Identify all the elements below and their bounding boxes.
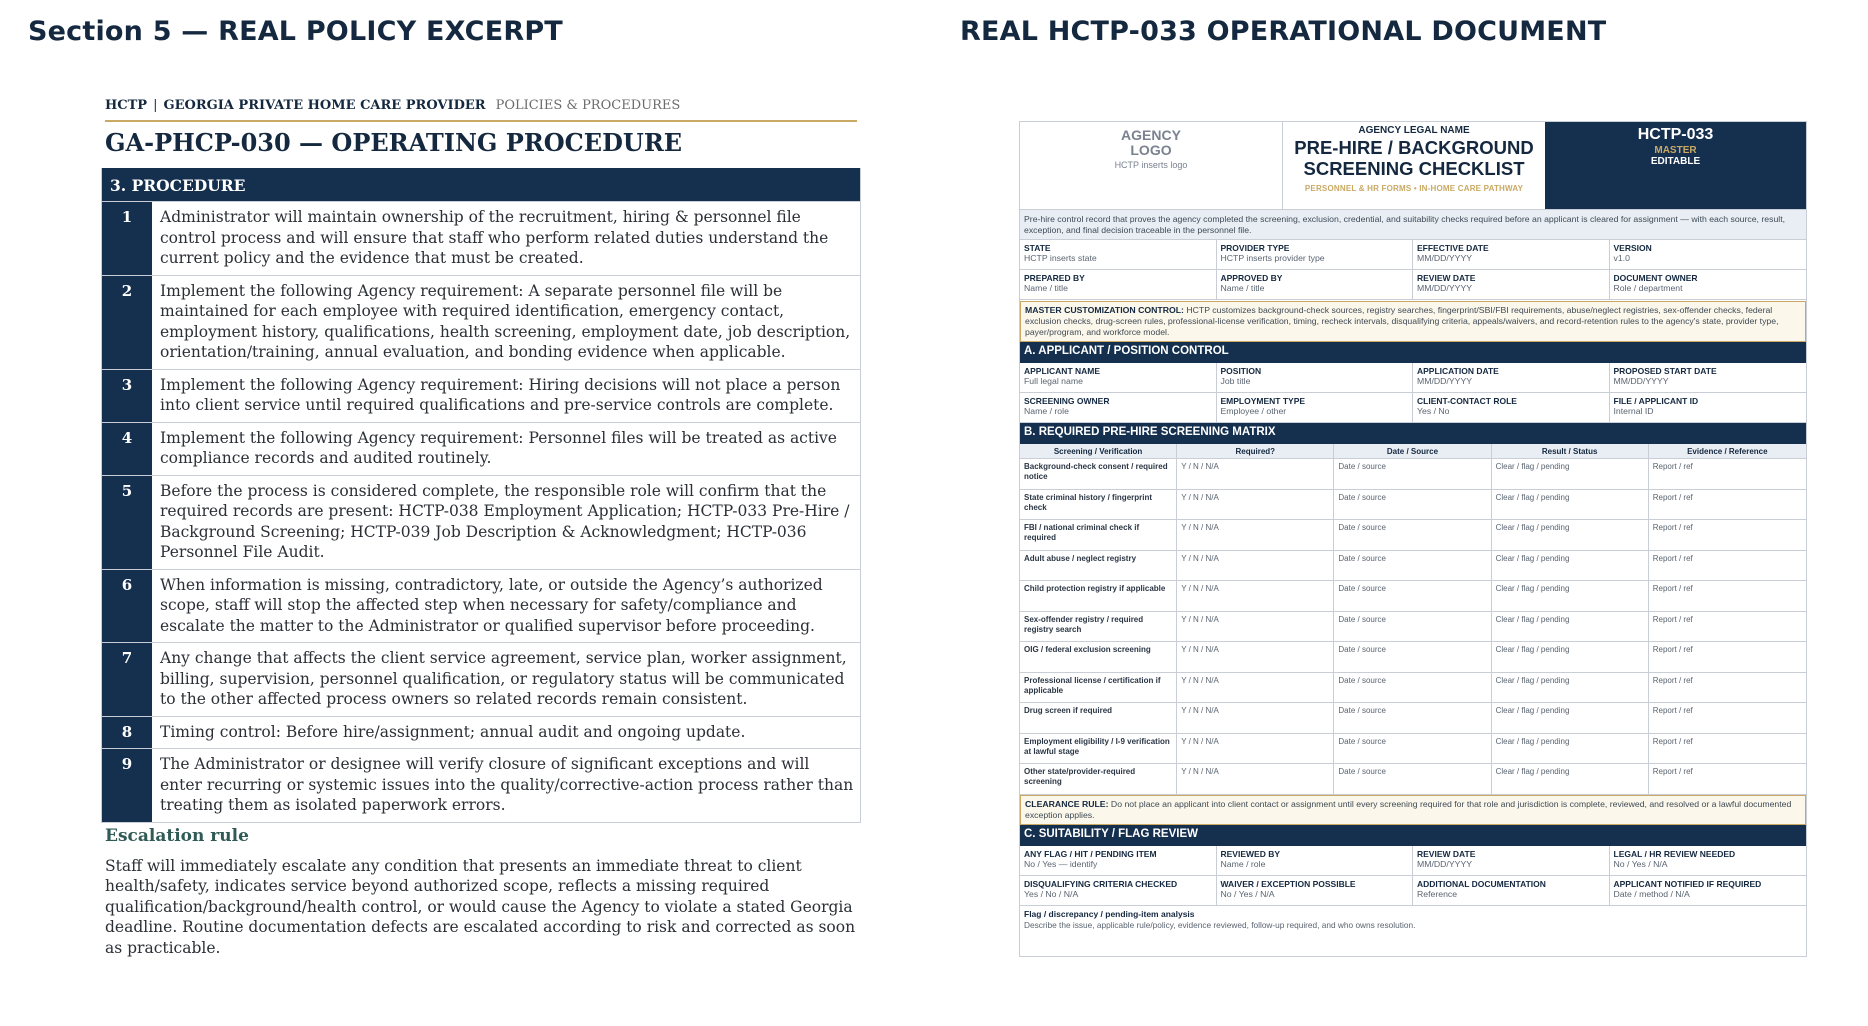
matrix-row bbox=[1020, 673, 1806, 704]
procedure-step-row bbox=[102, 201, 860, 275]
procedure-step-number: 1 bbox=[102, 202, 152, 275]
suitability-review-grid bbox=[1020, 846, 1806, 906]
matrix-screening-name: OIG / federal exclusion screening bbox=[1020, 642, 1177, 672]
form-field-label: DISQUALIFYING CRITERIA CHECKED bbox=[1024, 878, 1178, 889]
escalation-rule-title: Escalation rule bbox=[105, 825, 249, 846]
form-field-value: Internal ID bbox=[1613, 406, 1654, 416]
matrix-date-cell[interactable]: Date / source bbox=[1334, 703, 1491, 733]
matrix-required-cell[interactable]: Y / N / N/A bbox=[1177, 612, 1334, 642]
form-field-label: APPLICANT NAME bbox=[1024, 366, 1101, 376]
form-field[interactable] bbox=[1413, 240, 1610, 269]
form-field-value: Date / method / N/A bbox=[1613, 888, 1690, 899]
matrix-required-cell[interactable]: Y / N / N/A bbox=[1177, 490, 1334, 520]
form-field-label: REVIEW DATE bbox=[1417, 848, 1476, 859]
section-a-heading: A. APPLICANT / POSITION CONTROL bbox=[1020, 342, 1806, 363]
form-field-row bbox=[1020, 393, 1806, 423]
procedure-step-row bbox=[102, 716, 860, 749]
form-field-label: LEGAL / HR REVIEW NEEDED bbox=[1613, 848, 1736, 859]
form-field-value: MM/DD/YYYY bbox=[1613, 376, 1669, 386]
matrix-evidence-cell[interactable]: Report / ref bbox=[1652, 614, 1693, 624]
form-field-label: DOCUMENT OWNER bbox=[1613, 273, 1698, 283]
form-field-row bbox=[1020, 846, 1806, 876]
form-title: PRE-HIRE / BACKGROUND SCREENING CHECKLIST bbox=[1294, 137, 1534, 179]
matrix-result-cell[interactable]: Clear / flag / pending bbox=[1492, 551, 1649, 581]
form-field-value: Name / title bbox=[1024, 283, 1068, 293]
matrix-column-header: Date / Source bbox=[1334, 444, 1491, 458]
form-field-value: Yes / No bbox=[1417, 406, 1450, 416]
form-field[interactable] bbox=[1217, 270, 1414, 299]
procedure-step-number: 9 bbox=[102, 749, 152, 822]
matrix-screening-name: Other state/provider-required screening bbox=[1020, 764, 1177, 794]
form-field-value: HCTP inserts provider type bbox=[1220, 253, 1325, 263]
form-field-row bbox=[1020, 876, 1806, 906]
procedure-step-text: The Administrator or designee will verify closure of significant exceptions and will enter recurring or systemic issues into the quality/corrective-action process rather than treating them as isolated paperwork errors. bbox=[160, 755, 854, 814]
matrix-evidence-cell[interactable]: Report / ref bbox=[1652, 736, 1693, 746]
matrix-result-cell[interactable]: Clear / flag / pending bbox=[1492, 612, 1649, 642]
matrix-screening-name: FBI / national criminal check if required bbox=[1020, 520, 1177, 550]
procedure-step-number: 5 bbox=[102, 476, 152, 569]
form-field[interactable] bbox=[1020, 393, 1217, 422]
screening-matrix-header bbox=[1020, 444, 1806, 459]
flag-analysis-placeholder: Describe the issue, applicable rule/policy, evidence reviewed, follow-up required, and who owns resolution. bbox=[1024, 919, 1416, 930]
policy-excerpt bbox=[101, 98, 861, 958]
agency-logo-placeholder bbox=[1020, 122, 1283, 209]
matrix-result-cell[interactable]: Clear / flag / pending bbox=[1492, 673, 1649, 703]
flag-analysis-label: Flag / discrepancy / pending-item analysis bbox=[1024, 908, 1195, 919]
policy-header-separator: | bbox=[153, 98, 158, 113]
master-control-text: HCTP customizes background-check sources, registry searches, fingerprint/SBI/FBI requirements, abuse/neglect registries, sex-offender checks, federal exclusion checks, drug-screen rules, professional-license verification, timing, recheck intervals, disqualifying criteria, appeals/waivers, and record-retention rules to the agency's state, provider type, payer/program, and workforce model. bbox=[1025, 305, 1779, 337]
logo-line-2: LOGO bbox=[1130, 142, 1172, 158]
escalation-rule-text: Staff will immediately escalate any condition that presents an immediate threat to client health/safety, indicates service beyond authorized scope, reflects a missing required qualification/background/health control, or would cause the Agency to violate a stated Georgia deadline. Routine documentation defects are escalated according to risk and corrected as soon as practicable. bbox=[105, 856, 856, 957]
form-field-value: MM/DD/YYYY bbox=[1417, 283, 1473, 293]
form-field[interactable] bbox=[1610, 270, 1807, 299]
matrix-result-cell[interactable]: Clear / flag / pending bbox=[1492, 734, 1649, 764]
form-field[interactable] bbox=[1217, 846, 1414, 875]
form-code: HCTP-033 bbox=[1637, 126, 1714, 143]
form-field[interactable] bbox=[1020, 846, 1217, 875]
matrix-evidence-cell[interactable]: Report / ref bbox=[1652, 462, 1693, 471]
matrix-column-header: Required? bbox=[1177, 444, 1334, 458]
policy-brand: HCTP bbox=[105, 98, 148, 113]
matrix-screening-name: Child protection registry if applicable bbox=[1020, 581, 1177, 611]
form-field[interactable] bbox=[1413, 393, 1610, 422]
matrix-row bbox=[1020, 612, 1806, 643]
policy-header bbox=[101, 98, 861, 120]
matrix-evidence-cell[interactable]: Report / ref bbox=[1652, 553, 1693, 563]
form-field[interactable] bbox=[1020, 270, 1217, 299]
section-c-heading: C. SUITABILITY / FLAG REVIEW bbox=[1020, 825, 1806, 846]
form-field-label: APPLICANT NOTIFIED IF REQUIRED bbox=[1613, 878, 1762, 889]
procedure-step-text: Implement the following Agency requirement: Personnel files will be treated as active compliance records and audited routinely. bbox=[160, 428, 837, 467]
procedure-step-number: 7 bbox=[102, 643, 152, 716]
procedure-step-number: 3 bbox=[102, 370, 152, 422]
procedure-step-number: 8 bbox=[102, 717, 152, 749]
matrix-column-header: Screening / Verification bbox=[1020, 444, 1177, 458]
form-field[interactable] bbox=[1217, 393, 1414, 422]
editable-label: EDITABLE bbox=[1650, 156, 1701, 167]
procedure-steps bbox=[102, 201, 860, 822]
section-title-document: REAL HCTP-033 OPERATIONAL DOCUMENT bbox=[960, 16, 1607, 47]
section-b-heading: B. REQUIRED PRE-HIRE SCREENING MATRIX bbox=[1020, 423, 1806, 444]
form-field-label: SCREENING OWNER bbox=[1024, 396, 1110, 406]
matrix-screening-name: Drug screen if required bbox=[1020, 703, 1177, 733]
logo-note: HCTP inserts logo bbox=[1114, 160, 1188, 170]
section-title-policy: Section 5 — REAL POLICY EXCERPT bbox=[28, 16, 563, 47]
form-field-label: VERSION bbox=[1613, 243, 1652, 253]
matrix-screening-name: Professional license / certification if applicable bbox=[1020, 673, 1177, 703]
form-field-value: Full legal name bbox=[1024, 376, 1083, 386]
form-field[interactable] bbox=[1217, 876, 1414, 905]
matrix-date-cell[interactable]: Date / source bbox=[1334, 581, 1491, 611]
procedure-step-text: When information is missing, contradictory, late, or outside the Agency’s authorized scope, staff will stop the affected step when necessary for safety/compliance and escalate the matter to the Administrator or qualified supervisor before proceeding. bbox=[160, 575, 823, 635]
matrix-row bbox=[1020, 764, 1806, 795]
matrix-result-cell[interactable]: Clear / flag / pending bbox=[1492, 642, 1649, 672]
matrix-row bbox=[1020, 459, 1806, 490]
form-field[interactable] bbox=[1020, 876, 1217, 905]
matrix-required-cell[interactable]: Y / N / N/A bbox=[1177, 764, 1334, 794]
matrix-evidence-cell[interactable]: Report / ref bbox=[1652, 675, 1693, 685]
matrix-date-cell[interactable]: Date / source bbox=[1334, 612, 1491, 642]
procedure-step-row bbox=[102, 748, 860, 822]
form-field-label: APPLICATION DATE bbox=[1417, 366, 1499, 376]
matrix-row bbox=[1020, 642, 1806, 673]
form-field-value: Name / role bbox=[1220, 858, 1266, 869]
form-field[interactable] bbox=[1020, 240, 1217, 269]
form-purpose: Pre-hire control record that proves the agency completed the screening, exclusion, credential, and suitability checks required before an applicant is cleared for assignment — with each source, result, exception, and final decision traceable in the personnel file. bbox=[1020, 210, 1806, 240]
matrix-evidence-cell[interactable]: Report / ref bbox=[1652, 645, 1693, 654]
form-field[interactable] bbox=[1413, 846, 1610, 875]
matrix-screening-name: Employment eligibility / I-9 verification at lawful stage bbox=[1020, 734, 1177, 764]
form-field-row bbox=[1020, 363, 1806, 393]
matrix-row bbox=[1020, 520, 1806, 551]
form-field-value: Employee / other bbox=[1220, 406, 1287, 416]
matrix-date-cell[interactable]: Date / source bbox=[1334, 734, 1491, 764]
procedure-step-text: Before the process is considered complete, the responsible role will confirm that the required records are present: HCTP-038 Employment Application; HCTP-033 Pre-Hire / Background Screening; HCTP-039 Job Description & Acknowledgment; HCTP-036 Personnel File Audit. bbox=[160, 481, 850, 561]
policy-title: GA-PHCP-030 — OPERATING PROCEDURE bbox=[105, 128, 683, 157]
matrix-result-cell[interactable]: Clear / flag / pending bbox=[1492, 764, 1649, 794]
form-field-value: MM/DD/YYYY bbox=[1417, 253, 1473, 263]
form-field-label: PROPOSED START DATE bbox=[1613, 366, 1717, 376]
form-field-label: POSITION bbox=[1220, 366, 1262, 376]
policy-header-rule bbox=[105, 120, 857, 122]
form-field-label: PREPARED BY bbox=[1024, 273, 1085, 283]
clearance-rule-label: CLEARANCE RULE: bbox=[1025, 798, 1109, 809]
form-field-value: Name / role bbox=[1024, 406, 1069, 416]
form-field-value: Reference bbox=[1417, 888, 1458, 899]
procedure-step-row bbox=[102, 642, 860, 716]
matrix-column-header: Result / Status bbox=[1492, 444, 1649, 458]
matrix-date-cell[interactable]: Date / source bbox=[1334, 642, 1491, 672]
matrix-result-cell[interactable]: Clear / flag / pending bbox=[1492, 490, 1649, 520]
matrix-result-cell[interactable]: Clear / flag / pending bbox=[1492, 459, 1649, 489]
matrix-required-cell[interactable]: Y / N / N/A bbox=[1177, 734, 1334, 764]
form-field-value: No / Yes — identify bbox=[1024, 858, 1098, 869]
matrix-result-cell[interactable]: Clear / flag / pending bbox=[1492, 520, 1649, 550]
matrix-required-cell[interactable]: Y / N / N/A bbox=[1177, 520, 1334, 550]
matrix-row bbox=[1020, 703, 1806, 734]
form-field-value: Role / department bbox=[1613, 283, 1683, 293]
matrix-row bbox=[1020, 551, 1806, 582]
matrix-result-cell[interactable]: Clear / flag / pending bbox=[1492, 581, 1649, 611]
matrix-required-cell[interactable]: Y / N / N/A bbox=[1177, 551, 1334, 581]
form-field[interactable] bbox=[1020, 363, 1217, 392]
form-field-label: ANY FLAG / HIT / PENDING ITEM bbox=[1024, 848, 1157, 859]
form-field-label: CLIENT-CONTACT ROLE bbox=[1417, 396, 1517, 406]
form-field-value: v1.0 bbox=[1613, 253, 1630, 263]
form-subtitle: PERSONNEL & HR FORMS • IN-HOME CARE PATHWAY bbox=[1304, 184, 1524, 193]
form-field-label: WAIVER / EXCEPTION POSSIBLE bbox=[1220, 878, 1356, 889]
form-field-label: STATE bbox=[1024, 243, 1051, 253]
flag-analysis-field[interactable] bbox=[1020, 906, 1806, 956]
form-field-label: APPROVED BY bbox=[1220, 273, 1283, 283]
agency-legal-name-label: AGENCY LEGAL NAME bbox=[1358, 125, 1470, 136]
matrix-required-cell[interactable]: Y / N / N/A bbox=[1177, 673, 1334, 703]
procedure-step-row bbox=[102, 275, 860, 369]
form-field-row bbox=[1020, 240, 1806, 270]
matrix-evidence-cell[interactable]: Report / ref bbox=[1652, 767, 1693, 776]
procedure-step-text: Any change that affects the client service agreement, service plan, worker assignment, billing, supervision, personnel qualification, or regulatory status will be communicated to the other affected process owners so related records remain consistent. bbox=[160, 649, 847, 708]
policy-category: POLICIES & PROCEDURES bbox=[495, 98, 681, 113]
matrix-date-cell[interactable]: Date / source bbox=[1334, 764, 1491, 794]
clearance-rule-text: Do not place an applicant into client contact or assignment until every screening required for that role and jurisdiction is complete, reviewed, and resolved or a lawful documented exception applies. bbox=[1025, 798, 1792, 820]
procedure-table-heading: 3. PROCEDURE bbox=[102, 168, 860, 201]
matrix-date-cell[interactable]: Date / source bbox=[1334, 551, 1491, 581]
form-field[interactable] bbox=[1413, 363, 1610, 392]
form-field-label: PROVIDER TYPE bbox=[1220, 243, 1290, 253]
matrix-date-cell[interactable]: Date / source bbox=[1334, 490, 1491, 520]
form-field-label: ADDITIONAL DOCUMENTATION bbox=[1417, 878, 1546, 889]
form-field[interactable] bbox=[1610, 240, 1807, 269]
procedure-step-number: 4 bbox=[102, 423, 152, 475]
form-field-label: EFFECTIVE DATE bbox=[1417, 243, 1489, 253]
screening-matrix bbox=[1020, 459, 1806, 795]
form-title-box bbox=[1283, 122, 1545, 209]
form-field[interactable] bbox=[1217, 240, 1414, 269]
form-field-value: No / Yes / N/A bbox=[1613, 858, 1668, 869]
form-field-value: Yes / No / N/A bbox=[1024, 888, 1079, 899]
document-control-grid bbox=[1020, 240, 1806, 300]
form-code-box bbox=[1545, 122, 1806, 209]
master-control-label: MASTER CUSTOMIZATION CONTROL: bbox=[1025, 305, 1184, 315]
matrix-column-header: Evidence / Reference bbox=[1687, 447, 1768, 456]
matrix-evidence-cell[interactable]: Report / ref bbox=[1652, 523, 1693, 532]
matrix-evidence-cell[interactable]: Report / ref bbox=[1652, 706, 1693, 715]
form-field[interactable] bbox=[1610, 363, 1807, 392]
form-field-row bbox=[1020, 270, 1806, 300]
procedure-step-row bbox=[102, 369, 860, 422]
form-field[interactable] bbox=[1610, 846, 1807, 875]
form-field-value: No / Yes / N/A bbox=[1220, 888, 1275, 899]
form-header bbox=[1020, 122, 1806, 210]
policy-org-name: GEORGIA PRIVATE HOME CARE PROVIDER bbox=[163, 98, 486, 113]
form-field[interactable] bbox=[1217, 363, 1414, 392]
matrix-screening-name: Sex-offender registry / required registry search bbox=[1020, 612, 1177, 642]
matrix-required-cell[interactable]: Y / N / N/A bbox=[1177, 459, 1334, 489]
form-field-value: MM/DD/YYYY bbox=[1417, 376, 1473, 386]
matrix-required-cell[interactable]: Y / N / N/A bbox=[1177, 703, 1334, 733]
form-field-label: REVIEW DATE bbox=[1417, 273, 1476, 283]
matrix-date-cell[interactable]: Date / source bbox=[1334, 673, 1491, 703]
matrix-evidence-cell[interactable]: Report / ref bbox=[1652, 492, 1693, 502]
procedure-step-text: Implement the following Agency requirement: Hiring decisions will not place a person into client service until required qualifications and pre-service controls are complete. bbox=[160, 375, 841, 414]
procedure-step-number: 6 bbox=[102, 570, 152, 643]
form-field-value: Name / title bbox=[1220, 283, 1265, 293]
form-field-value: MM/DD/YYYY bbox=[1417, 858, 1473, 869]
form-field[interactable] bbox=[1610, 393, 1807, 422]
procedure-table bbox=[101, 168, 861, 823]
matrix-screening-name: Background-check consent / required notice bbox=[1020, 459, 1177, 489]
matrix-row bbox=[1020, 734, 1806, 765]
matrix-result-cell[interactable]: Clear / flag / pending bbox=[1492, 703, 1649, 733]
form-field-label: REVIEWED BY bbox=[1220, 848, 1281, 859]
logo-line-1: AGENCY bbox=[1121, 127, 1181, 143]
form-field-value: HCTP inserts state bbox=[1024, 253, 1097, 263]
matrix-row bbox=[1020, 581, 1806, 612]
procedure-step-text: Administrator will maintain ownership of the recruitment, hiring & personnel file control process and will ensure that staff who perform related duties understand the current policy and the evidence that must be created. bbox=[160, 208, 829, 267]
hctp-033-form bbox=[1019, 121, 1807, 957]
matrix-screening-name: State criminal history / fingerprint check bbox=[1020, 490, 1177, 520]
matrix-date-cell[interactable]: Date / source bbox=[1334, 520, 1491, 550]
procedure-step-number: 2 bbox=[102, 276, 152, 369]
procedure-step-row bbox=[102, 569, 860, 643]
procedure-step-row bbox=[102, 475, 860, 569]
matrix-date-cell[interactable]: Date / source bbox=[1334, 459, 1491, 489]
matrix-required-cell[interactable]: Y / N / N/A bbox=[1177, 642, 1334, 672]
matrix-row bbox=[1020, 490, 1806, 521]
matrix-required-cell[interactable]: Y / N / N/A bbox=[1177, 581, 1334, 611]
applicant-position-grid bbox=[1020, 363, 1806, 423]
procedure-step-text: Implement the following Agency requirement: A separate personnel file will be maintained for each employee with required identification, emergency contact, employment history, qualifications, health screening, employment date, job description, orientation/training, annual evaluation, and bonding evidence when applicable. bbox=[160, 281, 851, 361]
form-field[interactable] bbox=[1413, 876, 1610, 905]
form-field-label: EMPLOYMENT TYPE bbox=[1220, 396, 1306, 406]
master-label: MASTER bbox=[1654, 145, 1697, 156]
matrix-screening-name: Adult abuse / neglect registry bbox=[1020, 551, 1177, 581]
procedure-step-text: Timing control: Before hire/assignment; annual audit and ongoing update. bbox=[160, 722, 746, 741]
form-field[interactable] bbox=[1413, 270, 1610, 299]
master-customization-control bbox=[1020, 301, 1806, 342]
form-field-value: Job title bbox=[1220, 376, 1251, 386]
clearance-rule bbox=[1020, 795, 1806, 825]
form-field[interactable] bbox=[1610, 876, 1807, 905]
procedure-step-row bbox=[102, 422, 860, 475]
matrix-evidence-cell[interactable]: Report / ref bbox=[1652, 584, 1693, 593]
form-field-label: FILE / APPLICANT ID bbox=[1613, 396, 1699, 406]
